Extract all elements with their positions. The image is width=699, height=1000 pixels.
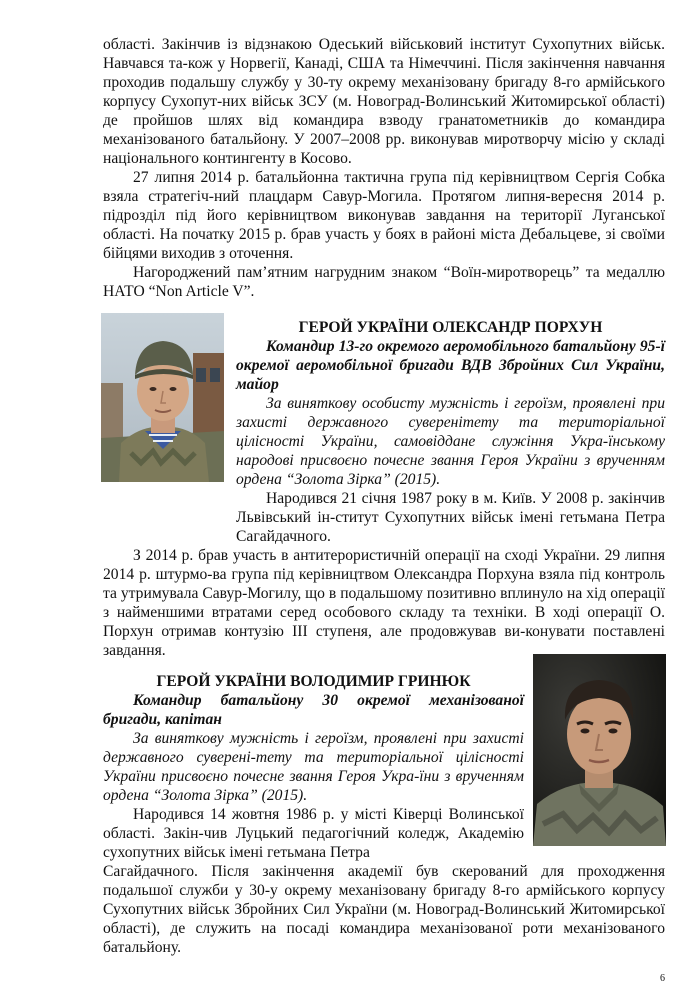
hero1-title: ГЕРОЙ УКРАЇНИ ОЛЕКСАНДР ПОРХУН xyxy=(298,319,603,336)
intro-paragraph-3: Нагороджений пам’ятним нагрудним знаком “Воїн-миротворець” та медаллю НАТО “Non Article V”. xyxy=(103,264,665,300)
hero2-header xyxy=(103,672,524,862)
page-number: 6 xyxy=(660,973,665,984)
porkhun-photo xyxy=(101,313,224,482)
intro-section xyxy=(103,35,665,301)
hero1-rank: Командир 13-го окремого аеромобільного батальйону 95-ї окремої аеромобільної бригади ВДВ Збройних Сил України, майор xyxy=(236,338,665,393)
hero2-bio-start: Народився 14 жовтня 1986 р. у місті Ківерці Волинської області. Закін-чив Луцький педагогічний коледж, Академію сухопутних військ імені гетьмана Петра xyxy=(103,806,524,861)
hero1-header xyxy=(236,318,665,546)
intro-paragraph-2: 27 липня 2014 р. батальйонна тактична група під керівництвом Сергія Собка взяла стратегіч-ний плацдарм Савур-Могила. Протягом липня-вересня 2014 р. підрозділ під його керівництвом виконував завдання на території Луганської області. На початку 2015 р. брав участь у боях в районі міста Дебальцеве, зі своїми бійцями виходив з оточення. xyxy=(103,169,665,262)
hero2-body xyxy=(103,862,665,957)
hero2-bio-paragraph: Сагайдачного. Після закінчення академії був скерований для проходження подальшої служби у 30-у окрему механізовану бригаду 8-го армійського корпусу Сухопутних військ Збройних Сил України (м. Новоград-Волинський Житомирської області), де служить на посаді командира механізованої роти механізованого батальйону. xyxy=(103,863,665,956)
hero1-bio-start: Народився 21 січня 1987 року в м. Київ. У 2008 р. закінчив Львівський ін-ститут Сухопутних військ імені гетьмана Петра Сагайдачного. xyxy=(236,490,665,545)
hero2-rank: Командир батальйону 30 окремої механізованої бригади, капітан xyxy=(103,692,524,728)
hero2-title: ГЕРОЙ УКРАЇНИ ВОЛОДИМИР ГРИНЮК xyxy=(156,673,471,690)
hero1-citation: За виняткову особисту мужність і героїзм, проявлені при захисті державного суверенітету та територіальної цілісності України, самовіддане служіння Укра-їнському народові присвоєно почесне звання Героя України з врученням ордена “Золота Зірка” (2015). xyxy=(236,395,665,488)
hryniuk-photo xyxy=(533,654,666,846)
hero2-citation: За виняткову мужність і героїзм, проявлені при захисті державного суверені-тету та територіальної цілісності України присвоєно почесне звання Героя Укра-їни з врученням ордена “Золота Зірка” (2015). xyxy=(103,730,524,804)
intro-paragraph-1: області. Закінчив із відзнакою Одеський військовий інститут Сухопутних військ. Навчався та-кож у Норвегії, Канаді, США та Німеччині. Після закінчення навчання проходив подальшу службу у 30-ту окрему механізовану бригаду 8-го армійського корпусу Сухопут-них військ ЗСУ (м. Новоград-Волинський Житомирської області) де пройшов шлях від командира взводу гранатометників до командира механізованого батальйону. У 2007–2008 рр. виконував миротворчу місію у складі національного контингенту в Косово. xyxy=(103,36,665,167)
hero1-bio-paragraph: З 2014 р. брав участь в антитерористичній операції на сході України. 29 липня 2014 р. штурмо-ва група під керівництвом Олександра Порхуна взяла під контроль та утримувала Савур-Могилу, що в подальшому позитивно вплинуло на хід операції з найменшими втратами серед особового складу та техніки. В ході операції О. Порхун отримав контузію ІІІ ступеня, але продовжував ви-конувати поставлені завдання. xyxy=(103,547,665,659)
hero1-body xyxy=(103,546,665,660)
